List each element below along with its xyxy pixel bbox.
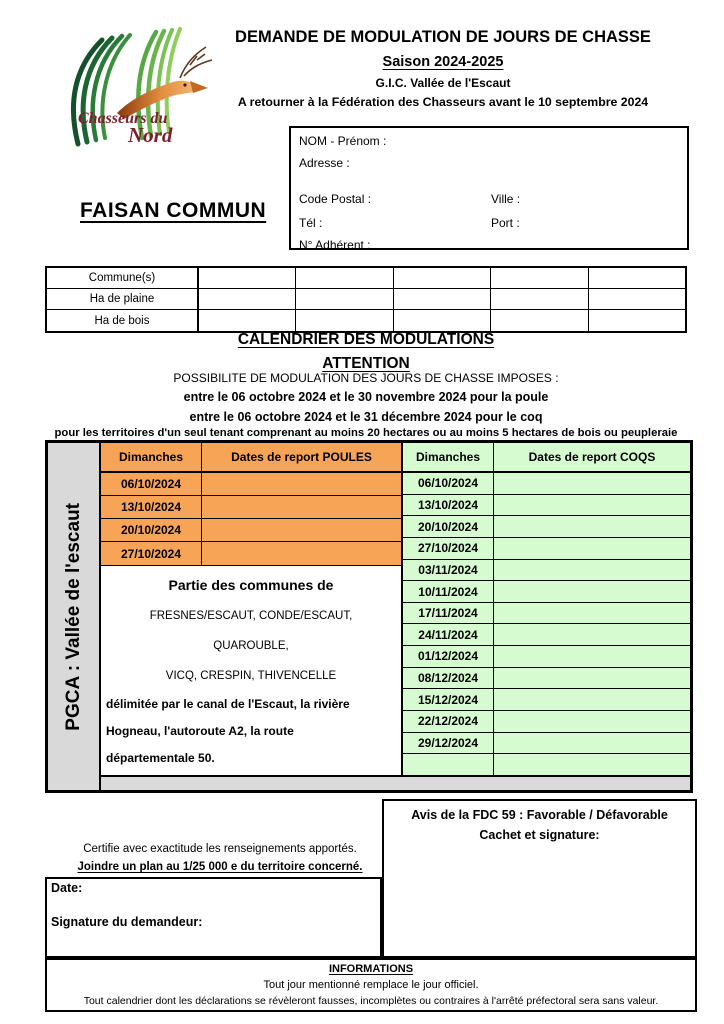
possibility-line: POSSIBILITE DE MODULATION DES JOURS DE CHASSE IMPOSES :: [173, 371, 559, 385]
date-field-row: [51, 881, 376, 895]
poules-report-header: Dates de report POULES: [231, 450, 372, 464]
coqs-date-row: [403, 538, 690, 560]
coqs-report-cell[interactable]: [494, 581, 690, 602]
territory-box-title: Partie des communes de: [168, 577, 334, 593]
coqs-report-header: Dates de report COQS: [528, 450, 656, 464]
calendar-title: CALENDRIER DES MODULATIONS: [237, 331, 495, 348]
poules-report-cell[interactable]: [202, 519, 401, 541]
mobile-field-row: [491, 216, 671, 230]
area-input-cell[interactable]: [394, 268, 491, 288]
coqs-column-group: [401, 443, 690, 775]
area-input-cell[interactable]: [296, 289, 393, 309]
area-input-cell[interactable]: [589, 310, 685, 331]
coqs-date-row: [403, 733, 690, 755]
sunday-date: 27/10/2024: [101, 542, 202, 565]
sunday-date: 06/10/2024: [403, 473, 494, 494]
area-input-cell[interactable]: [394, 289, 491, 309]
document-header: [187, 28, 699, 109]
document-title: DEMANDE DE MODULATION DE JOURS DE CHASSE: [235, 28, 651, 46]
hen-rule-line: entre le 06 octobre 2024 et le 30 novembre 2024 pour la poule: [183, 390, 549, 404]
area-input-cell[interactable]: [296, 268, 393, 288]
name-label: NOM - Prénom :: [299, 134, 387, 148]
season-subtitle: Saison 2024-2025: [382, 54, 504, 70]
coqs-date-row: [403, 668, 690, 690]
poules-date-row: [101, 496, 401, 519]
signature-input-area[interactable]: [202, 915, 376, 929]
area-input-cell[interactable]: [589, 268, 685, 288]
coqs-report-cell[interactable]: [494, 711, 690, 732]
coqs-date-row: [403, 495, 690, 517]
date-input-area[interactable]: [82, 881, 376, 895]
area-input-cell[interactable]: [199, 268, 296, 288]
informations-box: [45, 958, 697, 1012]
sunday-date: 15/12/2024: [403, 689, 494, 710]
pgca-sidebar-label: PGCA : Vallée de l'escaut: [62, 502, 84, 731]
sunday-date: 06/10/2024: [101, 473, 202, 495]
coqs-date-row: [403, 624, 690, 646]
table-bottom-strip: [101, 775, 690, 790]
gic-name: G.I.C. Vallée de l'Escaut: [375, 76, 511, 90]
boundary-line: Hogneau, l'autoroute A2, la route: [106, 724, 294, 738]
commune-line: QUAROUBLE,: [213, 640, 289, 652]
informations-line2: Tout calendrier dont les déclarations se révèleront fausses, incomplètes ou contraires à l'arrêté préfectoral sera sans valeur.: [83, 995, 659, 1007]
coqs-report-cell[interactable]: [494, 560, 690, 581]
coqs-report-cell[interactable]: [494, 668, 690, 689]
area-input-cell[interactable]: [491, 268, 588, 288]
species-title: FAISAN COMMUN: [80, 199, 267, 222]
address-input-area[interactable]: [350, 156, 679, 170]
sunday-date: 10/11/2024: [403, 581, 494, 602]
blank-report-cell[interactable]: [494, 754, 690, 775]
contact-form-box: [289, 126, 689, 250]
coqs-date-row: [403, 711, 690, 733]
area-table-row: [47, 268, 685, 289]
area-table-row: [47, 289, 685, 310]
area-table-row: [47, 310, 685, 331]
member-field-row: [299, 238, 679, 252]
commune-line: FRESNES/ESCAUT, CONDE/ESCAUT,: [149, 610, 353, 622]
calendar-body: [101, 443, 690, 790]
coqs-date-row: [403, 646, 690, 668]
area-row-label: Ha de plaine: [47, 289, 199, 309]
cock-rule-line: entre le 06 octobre 2024 et le 31 décembre 2024 pour le coq: [189, 410, 543, 424]
signature-label: Signature du demandeur:: [51, 915, 203, 929]
commune-line: VICQ, CRESPIN, THIVENCELLE: [165, 670, 337, 682]
coqs-date-row: [403, 689, 690, 711]
tel-label: Tél :: [299, 216, 323, 230]
poules-date-rows: [101, 473, 401, 565]
coqs-date-row: [403, 581, 690, 603]
sunday-date: 29/12/2024: [403, 733, 494, 754]
territory-note-line: pour les territoires d'un seul tenant comprenant au moins 20 hectares ou au moins 5 hectares de bois ou peupleraie: [54, 427, 678, 439]
logo-line1: Chasseurs du: [78, 110, 168, 127]
area-input-cell[interactable]: [491, 289, 588, 309]
coqs-report-cell[interactable]: [494, 538, 690, 559]
stamp-signature-label: Cachet et signature:: [479, 828, 600, 842]
postal-label: Code Postal :: [299, 192, 372, 206]
blank-sunday-cell[interactable]: [403, 754, 494, 775]
coqs-header-row: [403, 443, 690, 473]
tel-field-row: [299, 216, 479, 230]
postal-field-row: [299, 192, 479, 206]
coqs-report-cell[interactable]: [494, 624, 690, 645]
modulation-calendar-table: [45, 440, 693, 793]
boundary-description: [101, 691, 401, 772]
boundary-line: départementale 50.: [106, 751, 215, 765]
coqs-report-cell[interactable]: [494, 495, 690, 516]
poules-header-row: [101, 443, 401, 473]
sunday-date: 20/10/2024: [403, 516, 494, 537]
poules-column-group: [101, 443, 401, 775]
return-instruction: A retourner à la Fédération des Chasseurs avant le 10 septembre 2024: [237, 95, 649, 109]
sunday-date: 24/11/2024: [403, 624, 494, 645]
informations-title: INFORMATIONS: [328, 963, 414, 975]
sunday-date: 22/12/2024: [403, 711, 494, 732]
area-input-cell[interactable]: [296, 310, 393, 331]
coqs-report-cell[interactable]: [494, 603, 690, 624]
area-input-cell[interactable]: [199, 289, 296, 309]
informations-line1: Tout jour mentionné remplace le jour officiel.: [263, 979, 479, 991]
address-field-row: [299, 156, 679, 170]
address-label: Adresse :: [299, 156, 350, 170]
sunday-date: 17/11/2024: [403, 603, 494, 624]
sunday-date: 13/10/2024: [101, 496, 202, 518]
city-field-row: [491, 192, 671, 206]
sunday-date: 03/11/2024: [403, 560, 494, 581]
mobile-label: Port :: [491, 216, 520, 230]
coqs-report-cell[interactable]: [494, 733, 690, 754]
coqs-report-cell[interactable]: [494, 473, 690, 494]
communes-list: [101, 601, 401, 691]
area-row-label: Ha de bois: [47, 310, 199, 331]
coqs-report-cell[interactable]: [494, 516, 690, 537]
coqs-date-row: [403, 516, 690, 538]
sunday-date: 13/10/2024: [403, 495, 494, 516]
territory-description-box: [101, 565, 401, 775]
sunday-date: 27/10/2024: [403, 538, 494, 559]
area-row-label: Commune(s): [47, 268, 199, 288]
coqs-date-row: [403, 603, 690, 625]
coqs-blank-row: [403, 754, 690, 775]
poules-report-cell[interactable]: [202, 473, 401, 495]
name-input-area[interactable]: [386, 134, 679, 148]
coqs-sundays-header: Dimanches: [403, 443, 494, 471]
coqs-date-row: [403, 473, 690, 495]
logo-line2: Nord: [128, 123, 173, 147]
attach-map-instruction: Joindre un plan au 1/25 000 e du territoire concerné.: [77, 861, 363, 873]
poules-date-row: [101, 473, 401, 496]
poules-date-row: [101, 519, 401, 542]
area-input-cell[interactable]: [199, 310, 296, 331]
poules-report-cell[interactable]: [202, 542, 401, 565]
fdc-opinion-box: [382, 799, 697, 958]
member-number-input-area[interactable]: [371, 238, 679, 252]
sunday-date: 08/12/2024: [403, 668, 494, 689]
area-input-cell[interactable]: [394, 310, 491, 331]
signature-field-row: [51, 915, 376, 929]
sunday-date: 20/10/2024: [101, 519, 202, 541]
poules-date-row: [101, 542, 401, 565]
fdc-opinion-line: Avis de la FDC 59 : Favorable / Défavorable: [411, 808, 668, 822]
area-input-cell[interactable]: [589, 289, 685, 309]
poules-report-cell[interactable]: [202, 496, 401, 518]
certify-statement: Certifie avec exactitude les renseignements apportés.: [83, 843, 357, 855]
coqs-date-rows: [403, 473, 690, 775]
date-label: Date:: [51, 881, 83, 895]
area-input-cell[interactable]: [491, 310, 588, 331]
attention-heading: ATTENTION: [322, 355, 410, 372]
poules-sundays-header: Dimanches: [101, 443, 202, 471]
coqs-date-row: [403, 560, 690, 582]
name-field-row: [299, 134, 679, 148]
city-label: Ville :: [491, 192, 521, 206]
coqs-report-cell[interactable]: [494, 646, 690, 667]
commune-hectares-table: [45, 266, 687, 333]
member-number-label: N° Adhérent :: [299, 238, 371, 252]
pgca-sidebar: [48, 443, 101, 790]
sunday-date: 01/12/2024: [403, 646, 494, 667]
boundary-line: délimitée par le canal de l'Escaut, la rivière: [106, 697, 350, 711]
date-signature-box: [45, 877, 382, 958]
coqs-report-cell[interactable]: [494, 689, 690, 710]
